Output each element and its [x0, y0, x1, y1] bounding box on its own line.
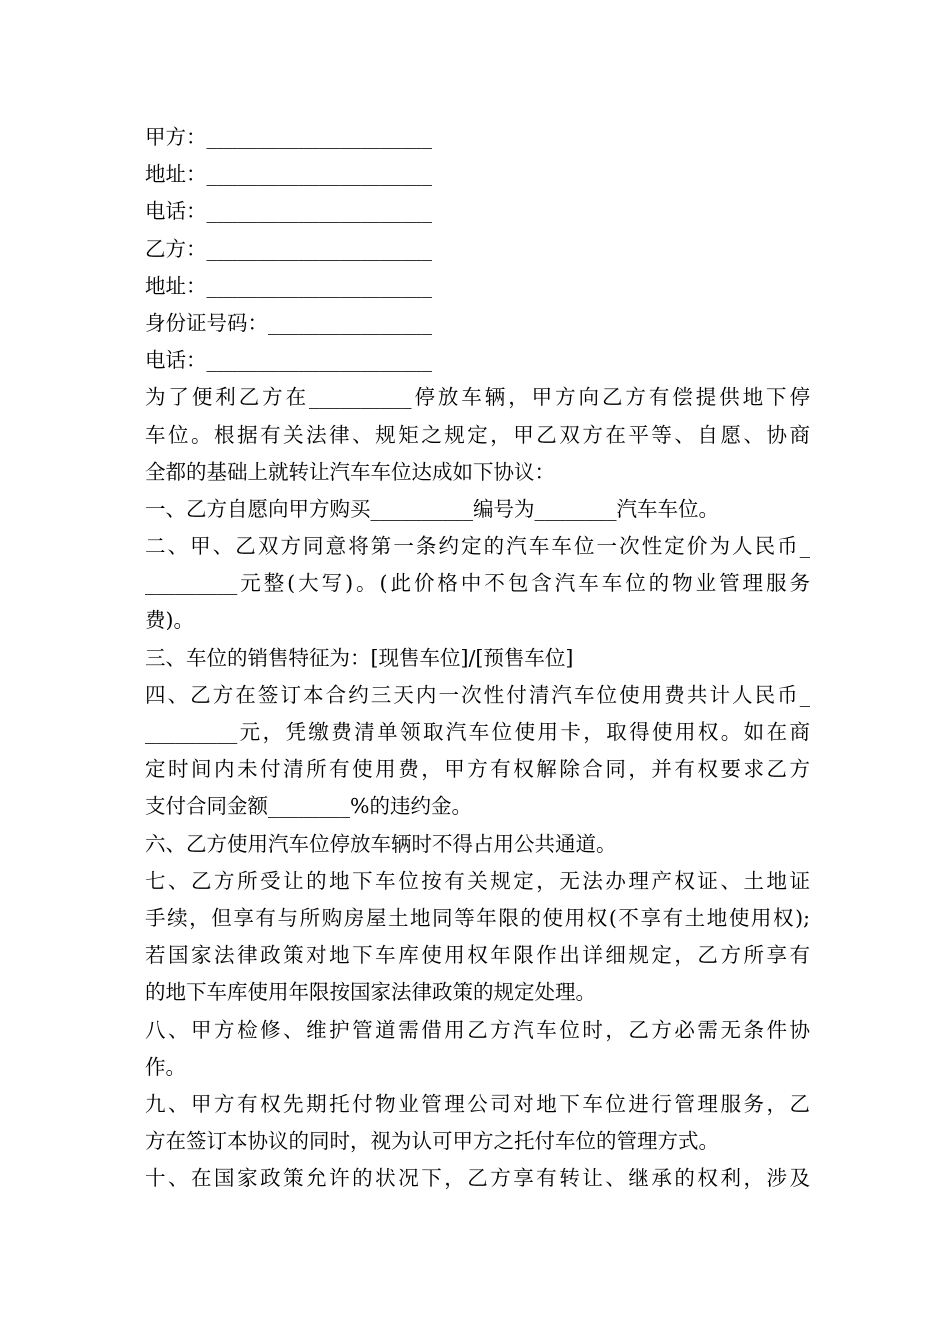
- text-line: 费)。: [145, 608, 194, 633]
- text-line: 身份证号码：________________: [145, 310, 432, 335]
- text-line: 的地下车库使用年限按国家法律政策的规定处理。: [145, 980, 596, 1005]
- text-line: 六、乙方使用汽车位停放车辆时不得占用公共通道。: [145, 831, 617, 856]
- text-line: 车位。根据有关法律、规矩之规定，甲乙双方在平等、自愿、协商: [145, 422, 810, 447]
- text-line: 方在签订本协议的同时，视为认可甲方之托付车位的管理方式。: [145, 1129, 719, 1154]
- text-line: 十、在国家政策允许的状况下，乙方享有转让、继承的权利，涉及: [145, 1166, 810, 1191]
- text-line: 地址：______________________: [145, 273, 432, 298]
- contract-text: [145, 119, 810, 1197]
- text-line: 七、乙方所受让的地下车位按有关规定，无法办理产权证、土地证: [145, 868, 810, 893]
- text-line: 电话：______________________: [145, 199, 432, 224]
- text-line: 电话：______________________: [145, 348, 432, 373]
- text-line: _________元整(大写)。(此价格中不包含汽车车位的物业管理服务: [145, 571, 810, 596]
- text-line: 支付合同金额________%的违约金。: [145, 794, 472, 819]
- text-line: 四、乙方在签订本合约三天内一次性付清汽车位使用费共计人民币_: [145, 682, 810, 707]
- text-line: 二、甲、乙双方同意将第一条约定的汽车车位一次性定价为人民币_: [145, 534, 810, 559]
- text-line: 全都的基础上就转让汽车车位达成如下协议：: [145, 459, 555, 484]
- text-line: 定时间内未付清所有使用费，甲方有权解除合同，并有权要求乙方: [145, 757, 810, 782]
- text-line: _________元，凭缴费清单领取汽车位使用卡，取得使用权。如在商: [145, 720, 810, 744]
- text-line: 乙方：______________________: [145, 236, 432, 261]
- text-line: 手续，但享有与所购房屋土地同等年限的使用权(不享有土地使用权);: [145, 905, 810, 930]
- text-line: 甲方：______________________: [145, 125, 432, 149]
- text-line: 九、甲方有权先期托付物业管理公司对地下车位进行管理服务，乙: [145, 1091, 810, 1116]
- text-line: 作。: [145, 1054, 186, 1079]
- text-line: 为了便利乙方在__________停放车辆，甲方向乙方有偿提供地下停: [145, 385, 810, 410]
- text-line: 一、乙方自愿向甲方购买__________编号为________汽车车位。: [145, 496, 719, 521]
- text-line: 三、车位的销售特征为：[现售车位]/[预售车位]: [145, 645, 574, 670]
- text-line: 八、甲方检修、维护管道需借用乙方汽车位时，乙方必需无条件协: [145, 1017, 810, 1042]
- text-line: 地址：______________________: [145, 162, 432, 187]
- text-line: 若国家法律政策对地下车库使用权年限作出详细规定，乙方所享有: [145, 943, 810, 968]
